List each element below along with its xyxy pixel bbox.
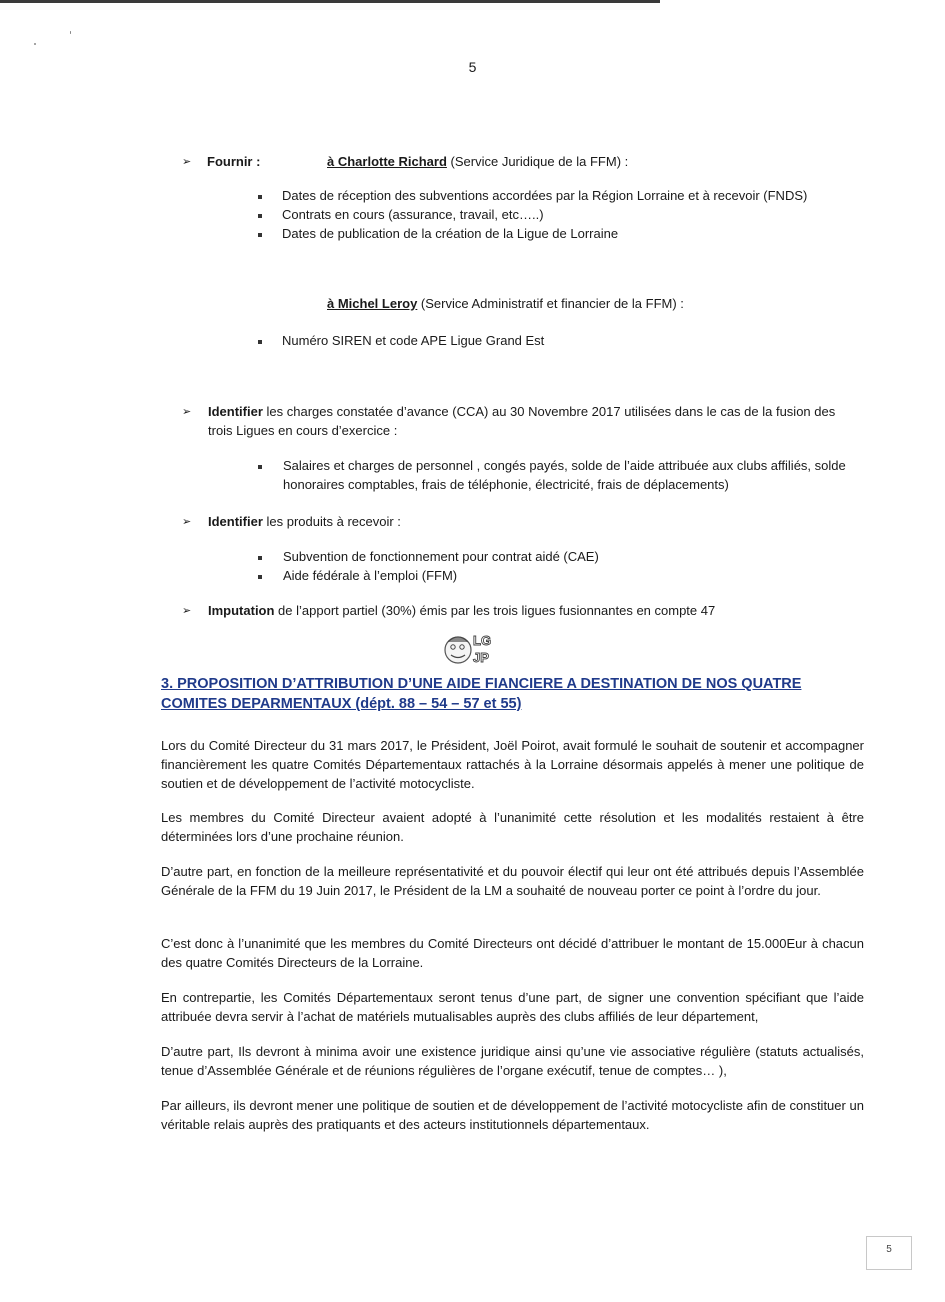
list-item: Dates de publication de la création de la Ligue de Lorraine — [282, 226, 619, 241]
identify-cca-line1 — [208, 402, 868, 421]
square-bullet-icon — [258, 575, 262, 579]
identify-cca-line2: trois Ligues en cours d’exercice : — [208, 423, 398, 438]
square-bullet-icon — [258, 465, 262, 469]
provide-line — [207, 152, 260, 171]
paragraph: C’est donc à l’unanimité que les membres du Comité Directeurs ont décidé d’attribuer le montant de 15.000Eur à chacun des quatre Comités Directeurs de la Lorraine. — [161, 936, 864, 970]
scan-speck — [34, 43, 36, 45]
arrow-bullet-icon: ➢ — [182, 156, 192, 168]
section-3-heading-line1: 3. PROPOSITION D’ATTRIBUTION D’UNE AIDE FIANCIERE A DESTINATION DE NOS QUATRE — [161, 676, 802, 692]
imputation-line — [208, 601, 715, 620]
arrow-bullet-icon: ➢ — [182, 516, 192, 528]
arrow-bullet-icon: ➢ — [182, 605, 192, 617]
paragraph: Les membres du Comité Directeur avaient adopté à l’unanimité cette résolution et les modalités restaient à être déterminées lors d’une prochaine réunion. — [161, 810, 864, 844]
scan-speck — [70, 31, 71, 34]
recipient-michel — [327, 294, 684, 313]
paragraph: En contrepartie, les Comités Départementaux seront tenus d’une part, de signer une convention spécifiant que l’aide attribuée devra servir à l’achat de matériels mutualisables auprès des clubs affiliés de leur département, — [161, 990, 864, 1024]
logo-text-lg: LG — [473, 633, 492, 648]
imputation-verb: Imputation — [208, 603, 275, 618]
paragraph: D’autre part, Ils devront à minima avoir une existence juridique ainsi qu’une vie associative régulière (statuts actualisés, tenue d’Assemblée Générale et de réunions régulières de l’organe exécutif, tenue de comptes… ), — [161, 1044, 864, 1078]
imputation-text: de l’apport partiel (30%) émis par les trois ligues fusionnantes en compte 47 — [274, 603, 716, 618]
identify-products-verb: Identifier — [208, 514, 263, 529]
scan-top-edge — [0, 0, 660, 3]
logo-text-jp: JP — [473, 650, 489, 665]
list-item: Subvention de fonctionnement pour contrat aidé (CAE) — [283, 549, 599, 564]
page-number: 5 — [468, 59, 477, 75]
square-bullet-icon — [258, 340, 262, 344]
square-bullet-icon — [258, 195, 262, 199]
recipient-charlotte-detail: (Service Juridique de la FFM) : — [446, 154, 629, 169]
identify-products-text: les produits à recevoir : — [262, 514, 401, 529]
recipient-charlotte — [327, 152, 628, 171]
square-bullet-icon — [258, 214, 262, 218]
list-item: Contrats en cours (assurance, travail, etc…..) — [282, 207, 544, 222]
recipient-michel-name: à Michel Leroy — [327, 296, 418, 311]
arrow-bullet-icon: ➢ — [182, 406, 192, 418]
provide-verb: Fournir : — [207, 154, 261, 169]
list-item: Salaires et charges de personnel , congés payés, solde de l’aide attribuée aux clubs affiliés, solde — [283, 458, 846, 473]
recipient-michel-detail: (Service Administratif et financier de la FFM) : — [417, 296, 684, 311]
corner-page-number: 5 — [866, 1236, 912, 1270]
square-bullet-icon — [258, 233, 262, 237]
square-bullet-icon — [258, 556, 262, 560]
section-3-heading-line2: COMITES DEPARMENTAUX (dépt. 88 – 54 – 57 et 55) — [161, 696, 522, 712]
list-item: Dates de réception des subventions accordées par la Région Lorraine et à recevoir (FNDS) — [282, 188, 808, 203]
list-item-continuation: honoraires comptables, frais de téléphonie, électricité, frais de déplacements) — [283, 477, 729, 492]
paragraph: D’autre part, en fonction de la meilleure représentativité et du pouvoir électif qui leur ont été attribués depuis l’Assemblée Générale de la FFM du 19 Juin 2017, le Président de la LM a souhaité de nouveau porter ce point à l’ordre du jour. — [161, 864, 864, 898]
paragraph: Par ailleurs, ils devront mener une politique de soutien et de développement de l’activité motocycliste afin de constituer un véritable relais auprès des pratiquants et des acteurs institutionnels départementaux. — [161, 1098, 864, 1132]
identify-products-line — [208, 512, 401, 531]
paragraph: Lors du Comité Directeur du 31 mars 2017, le Président, Joël Poirot, avait formulé le souhait de soutenir et accompagner financièrement les quatre Comités Départementaux rattachés à la Lorraine désormais appelés à mener une politique de soutien et de développement de l’activité motocycliste. — [161, 738, 864, 791]
recipient-charlotte-name: à Charlotte Richard — [327, 154, 447, 169]
list-item: Aide fédérale à l’emploi (FFM) — [283, 568, 458, 583]
identify-cca-verb: Identifier — [208, 404, 263, 419]
lgjp-logo — [438, 628, 502, 668]
identify-cca-text: les charges constatée d’avance (CCA) au 30 Novembre 2017 utilisées dans le cas de la fusion des — [262, 404, 836, 419]
list-item: Numéro SIREN et code APE Ligue Grand Est — [282, 333, 545, 348]
